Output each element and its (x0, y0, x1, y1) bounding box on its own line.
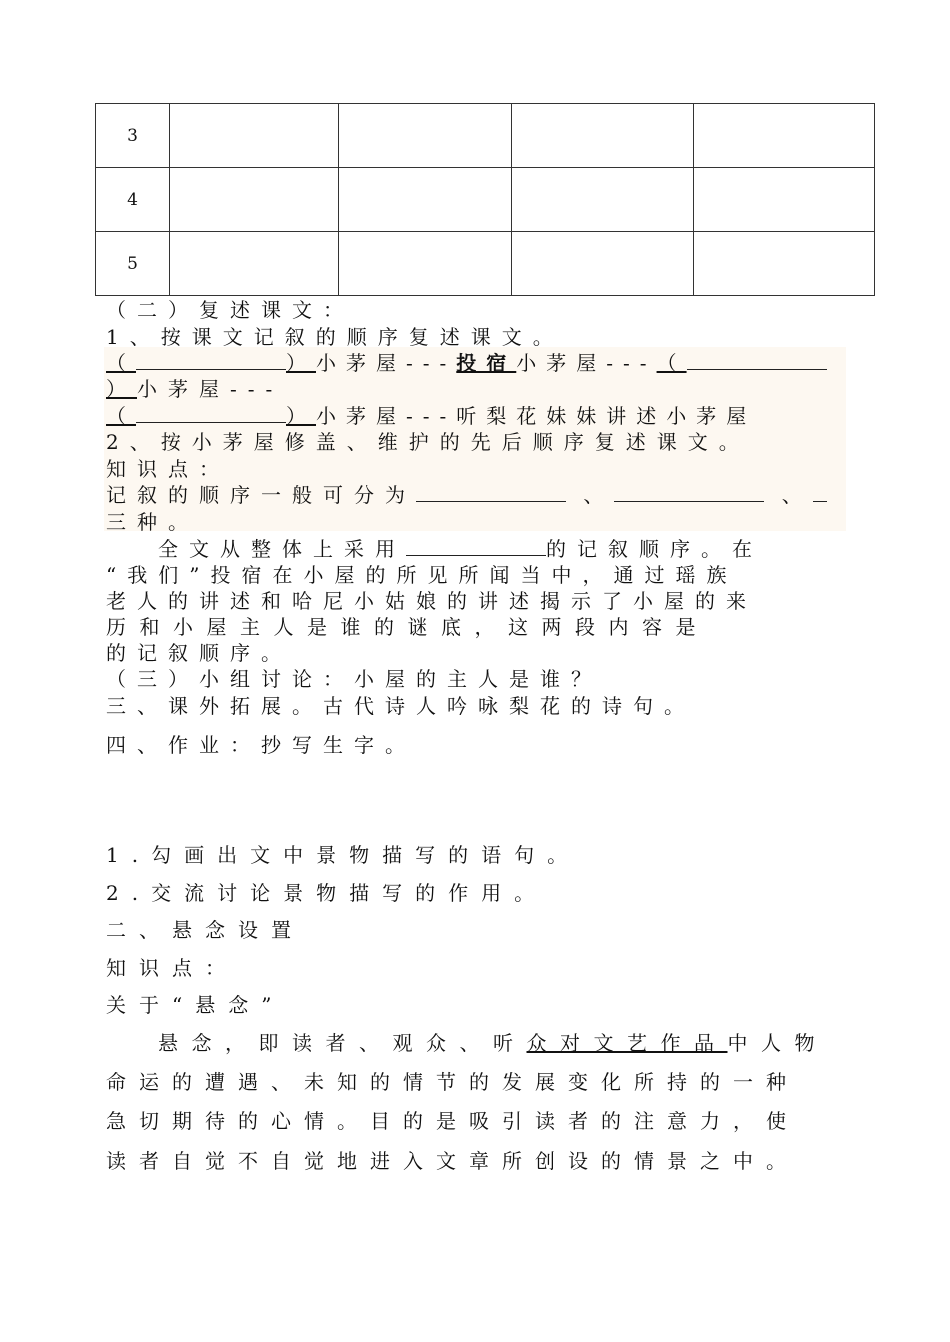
paragraph-text: 的记叙顺序。在 (546, 537, 763, 561)
fill-blank[interactable] (687, 351, 827, 370)
row-number: 4 (96, 168, 170, 232)
about-suspense: 关于“悬念” (106, 993, 285, 1017)
fill-blank[interactable] (136, 404, 286, 423)
table-cell (170, 104, 339, 168)
paragraph-text: 全文从整体上采用 (158, 537, 406, 561)
part3-heading: 三、课外拓展。古代诗人吟咏梨花的诗句。 (106, 694, 695, 718)
fill-blank[interactable] (406, 537, 546, 556)
table-cell (512, 104, 694, 168)
fill-blank[interactable] (813, 483, 827, 502)
answer-table (95, 103, 875, 296)
paragraph-line: 老人的讲述和哈尼小姑娘的讲述揭示了小屋的来 (106, 589, 757, 613)
row-number: 5 (96, 232, 170, 296)
paragraph-line: 历和小屋主人是谁的谜底，这两段内容是 (106, 615, 709, 639)
definition-text: 中人物 (727, 1031, 828, 1055)
section2-item1: 1、按课文记叙的顺序复述课文。 (106, 325, 564, 349)
fill-blank[interactable] (416, 483, 566, 502)
sequence-text: 小茅屋--- (516, 351, 657, 375)
table-row (96, 232, 875, 296)
blank-close: ） (106, 377, 137, 401)
table-cell (694, 168, 875, 232)
fill-blank[interactable] (136, 351, 286, 370)
definition-line (158, 1031, 828, 1055)
sequence-bold: 投宿 (456, 351, 517, 375)
sequence-text: 小茅屋---听梨花妹妹讲述小茅屋 (316, 404, 757, 428)
knowledge-heading: 知识点： (106, 956, 238, 980)
sequence-text: 小茅屋--- (316, 351, 457, 375)
knowledge-text: 记叙的顺序一般可分为 (106, 483, 416, 507)
fill-blank[interactable] (614, 483, 764, 502)
question-2: 2.交流讨论景物描写的作用。 (106, 881, 548, 905)
sequence-line-2 (106, 377, 283, 401)
table-cell (170, 168, 339, 232)
definition-text: 悬念，即读者、观众、听 (158, 1031, 527, 1055)
row-number: 3 (96, 104, 170, 168)
blank-open: （ (106, 404, 136, 428)
definition-line: 读者自觉不自觉地进入文章所创设的情景之中。 (106, 1149, 799, 1173)
blank-close: ） (286, 404, 316, 428)
knowledge-line-2: 三种。 (106, 510, 199, 534)
knowledge-heading: 知识点： (106, 457, 230, 481)
sequence-line-3 (106, 404, 756, 428)
paragraph-line: 的记叙顺序。 (106, 641, 292, 665)
table-cell (512, 168, 694, 232)
section2-item2: 2、按小茅屋修盖、维护的先后顺序复述课文。 (106, 430, 750, 454)
paragraph-line (158, 537, 763, 561)
table-cell (170, 232, 339, 296)
sequence-line-1 (106, 351, 827, 375)
section3-heading: （三）小组讨论：小屋的主人是谁？ (106, 667, 602, 691)
table-cell (512, 232, 694, 296)
table-row (96, 168, 875, 232)
separator: 、 (583, 483, 615, 507)
blank-close: ） (286, 351, 316, 375)
table-cell (339, 232, 512, 296)
part4-heading: 四、作业：抄写生字。 (106, 733, 416, 757)
definition-underlined: 众对文艺作品 (526, 1031, 728, 1055)
sequence-text: 小茅屋--- (137, 377, 284, 401)
blank-open: （ (106, 351, 136, 375)
section2-heading: （二）复述课文： (106, 298, 354, 322)
table-row (96, 104, 875, 168)
table-cell (339, 104, 512, 168)
paragraph-line: “我们”投宿在小屋的所见所闻当中，通过瑶族 (106, 563, 738, 587)
knowledge-line-1 (106, 483, 827, 507)
definition-line: 急切期待的心情。目的是吸引读者的注意力，使 (106, 1109, 799, 1133)
question-1: 1.勾画出文中景物描写的语句。 (106, 843, 581, 867)
blank-open: （ (656, 351, 687, 375)
section-heading: 二、悬念设置 (106, 918, 304, 942)
separator: 、 (781, 483, 813, 507)
table-cell (694, 104, 875, 168)
definition-line: 命运的遭遇、未知的情节的发展变化所持的一种 (106, 1070, 799, 1094)
table-cell (694, 232, 875, 296)
table-cell (339, 168, 512, 232)
